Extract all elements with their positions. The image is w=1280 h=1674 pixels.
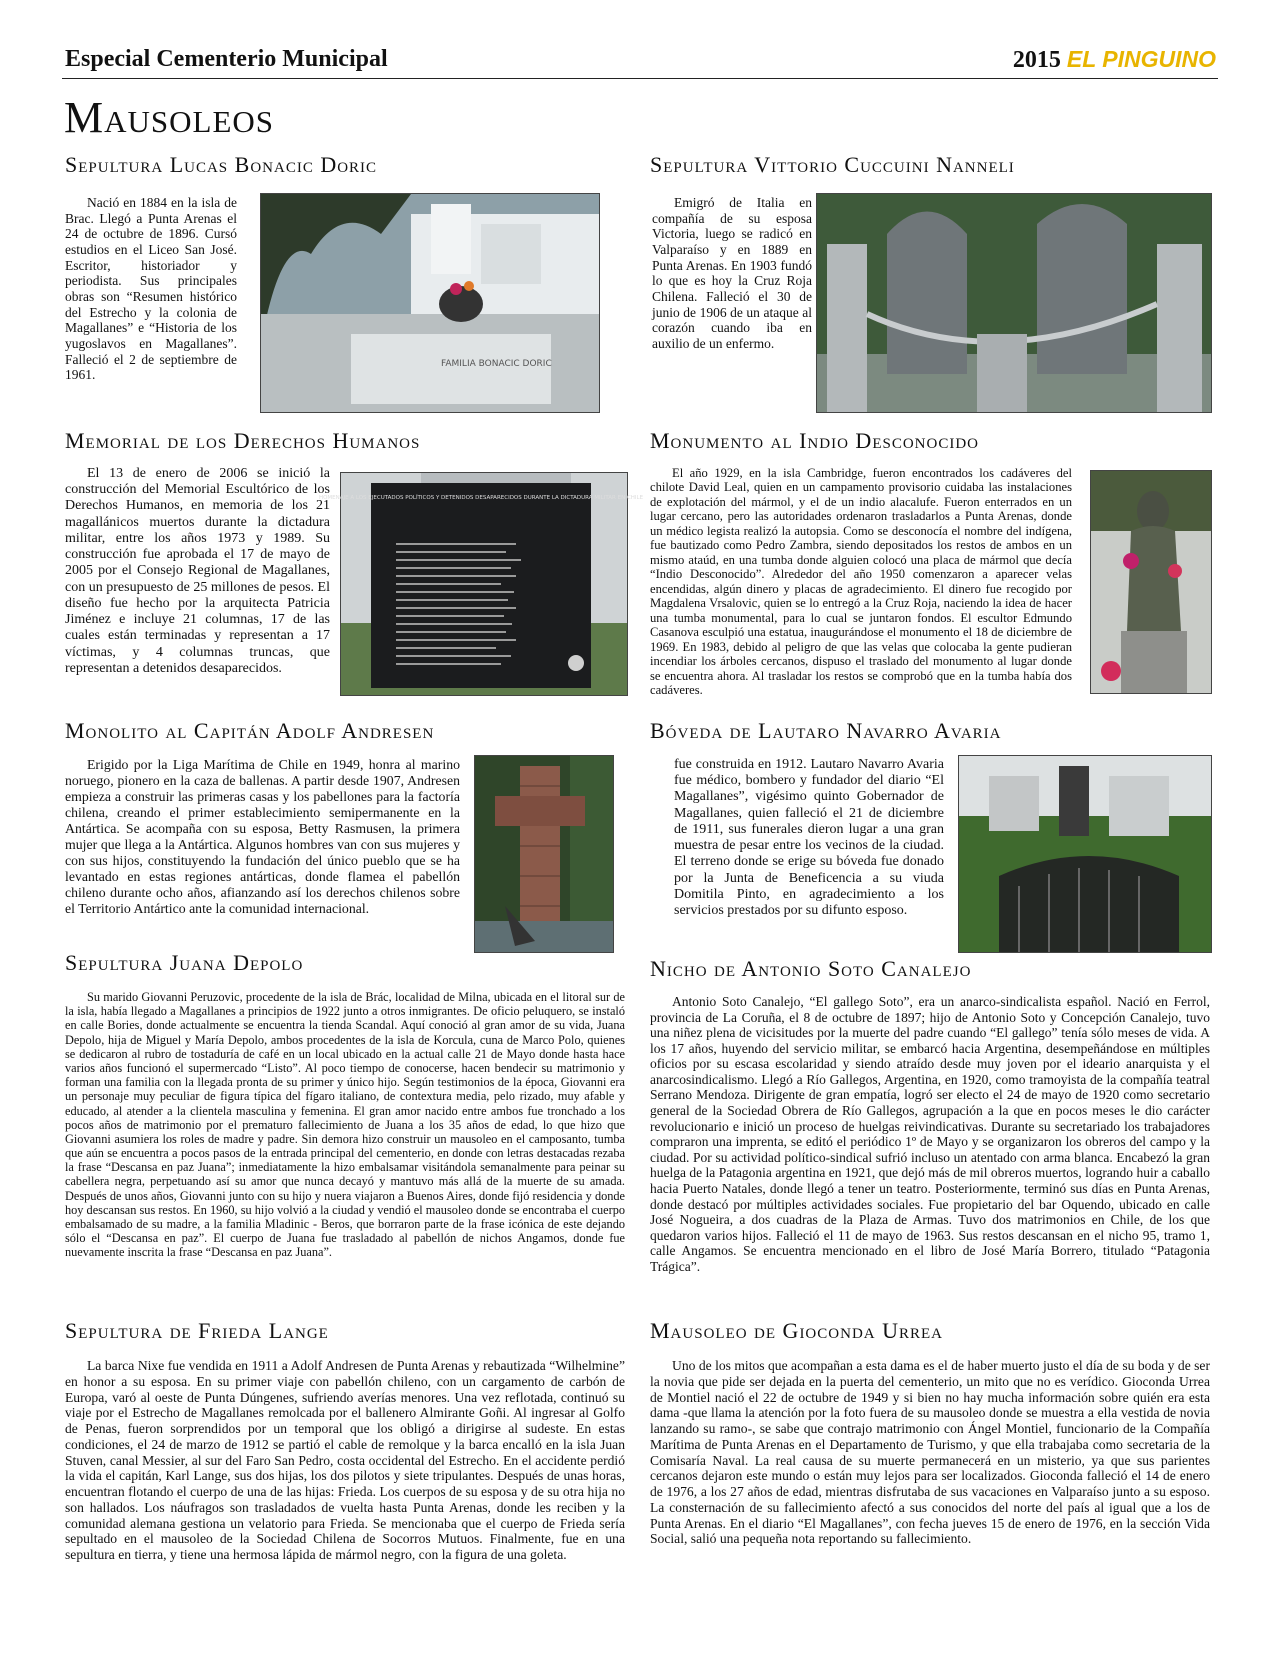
article-body-memorial: El 13 de enero de 2006 se inició la construcción del Memorial Escultórico de los Derechos Humanos, en memoria de los 21 magallánicos muertos durante la dictadura militar, entre los años 1973 y 1989. Su construcción fue aprobada el 17 de mayo de 2005 por el Consejo Regional de Magallanes, con un presupuesto de 25 millones de pesos. El diseño fue hecho por la arquitecta Patricia Jiménez e incluye 21 columnas, 17 de las cuales están terminadas y representan a 17 víctimas, y 4 columnas truncas, que representan a detenidos desaparecidos. — [65, 466, 330, 676]
article-title-depolo: Sepultura Juana Depolo — [65, 950, 304, 975]
article-body-navarro: fue construida en 1912. Lautaro Navarro Avaria fue médico, bombero y fundador del diario “El Magallanes”, vigésimo quinto Gobernador de Magallanes, quien falleció el 21 de diciembre de 1911, sus funerales dieron lugar a una gran muestra de pesar entre los vecinos de la ciudad. El terreno donde se erige su bóveda fue donado por la Junta de Beneficencia a su viuda Domitila Pinto, en agradecimiento a los servicios prestados por su difunto esposo. — [674, 757, 944, 919]
article-title-memorial: Memorial de los Derechos Humanos — [65, 428, 421, 453]
article-title-cuccuini: Sepultura Vittorio Cuccuini Nanneli — [650, 152, 1015, 177]
article-body-indio: El año 1929, en la isla Cambridge, fueron encontrados los cadáveres del chilote David Leal, quien en un campamento provisorio cuidaba las instalaciones de explotación del mármol, y el de un indio alacalufe. Fueron enterrados en un lugar cercano, pero las autoridades ordenaron trasladarlos a Punta Arenas, donde un médico legista realizó la autopsia. Como se desconocía el nombre del indígena, fue bautizado como Pedro Zambra, siendo depositados los restos de ambos en un mismo ataúd, en una tumba donde alguien colocó una placa de mármol que decía “Indio Desconocido”. Alrededor del año 1950 comenzaron a aparecer velas encendidas, algún dinero y placas de agradecimiento. El dinero fue recogido por Magdalena Vrsalovic, quien se lo entregó a la Cruz Roja, naciendo la idea de hacer una tumba monumental, para lo cual se juntaron fondos. El escultor Edmundo Casanova esculpió una estatua, inaugurándose el monumento el 18 de diciembre de 1969. En 1983, debido al peligro de que las velas que colocaba la gente pudieran incendiar los árboles cercanos, dispuso el traslado del monumento al lugar donde se encuentra ahora. Al trasladar los restos se comprobó que en la tumba había dos cadáveres. — [650, 466, 1072, 698]
article-title-soto: Nicho de Antonio Soto Canalejo — [650, 956, 972, 981]
article-title-bonacic: Sepultura Lucas Bonacic Doric — [65, 152, 378, 177]
article-body-andresen: Erigido por la Liga Marítima de Chile en 1949, honra al marino noruego, pionero en la caza de ballenas. A partir desde 1907, Andresen empieza a construir las primeras casas y los pabellones para la factoría chilena, creando el primer establecimiento semipermanente en la Antártica. Se acompaña con su esposa, Betty Rasmusen, la primera mujer que llega a la Antártica. Algunos hombres van con sus mujeres y con sus hijos, constituyendo la fundación del único pueblo que se ha levantado en estas regiones antárticas, donde flamea el pabellón chileno durante ocho años, afianzando así los derechos chilenos sobre el Territorio Antártico ante la comunidad internacional. — [65, 757, 460, 916]
article-body-depolo: Su marido Giovanni Peruzovic, procedente de la isla de Brác, localidad de Milna, ubicada en el litoral sur de la isla, había llegado a Magallanes a principios de 1922 junto a otros inmigrantes. De oficio peluquero, se instaló en calle Bories, donde actualmente se encuentra la tienda Scandal. Aquí conoció al gran amor de su vida, Juana Depolo, hija de Miguel y María Depolo, ambos procedentes de la isla de Korcula, cuna de Marco Polo, quienes se dedicaron al rubro de tostaduría de café en un local ubicado en la actual calle 21 de Mayo donde hasta hace varios años funcionó el supermercado “Listo”. Al poco tiempo de conocerse, hacen bendecir su matrimonio y forman una familia con la llegada pronta de su primer y único hijo. Según testimonios de la época, Giovanni era un personaje muy peculiar de figura típica del fígaro italiano, de contextura media, pelo rizado, muy afable y educado, al atender a la clientela masculina y femenina. El gran amor nacido entre ambos fue tronchado a los pocos años de matrimonio por el prematuro fallecimiento de Juana a los 35 años de edad, lo que hizo que Giovanni asumiera los roles de madre y padre. Sin demora hizo construir un mausoleo en el camposanto, tumba que aún se encuentra a pocos pasos de la entrada principal del cementerio, en donde con letras destacadas rezaba la frase “Descansa en paz Juana”; inmediatamente la hizo embalsamar visitándola semanalmente para peinar su cabellera negra, perpetuando así su amor que nunca decayó y mantuvo más allá de la muerte de su amada. Después de unos años, Giovanni junto con su hijo y nuera viajaron a Buenos Aires, donde fijó residencia y donde hoy descansan sus restos. En 1960, su hijo volvió a la ciudad y vendió el mausoleo donde se encontraba el cuerpo embalsamado de su madre, a la familia Mladinic - Beros, que borraron parte de la frase icónica de este dejando sólo el “Descansa en paz”. El cuerpo de Juana fue trasladado al pabellón de nichos Angamos, donde fue nuevamente inscrita la frase “Descansa en paz Juana”. — [65, 990, 625, 1260]
article-body-bonacic: Nació en 1884 en la isla de Brac. Llegó a Punta Arenas el 24 de octubre de 1896. Cursó estudios en el Liceo San José. Escritor, historiador y periodista. Sus principales obras son “Resumen histórico del Estrecho y la colonia de Magallanes” e “Historia de los yugoslavos en Magallanes”. Falleció el 2 de septiembre de 1961. — [65, 195, 237, 383]
article-title-andresen: Monolito al Capitán Adolf Andresen — [65, 718, 435, 743]
memorial-plaque-heading: HOMENAJE A LOS EJECUTADOS POLÍTICOS Y DETENIDOS DESAPARECIDOS DURANTE LA DICTADURA MILITAR EN CHILE — [318, 495, 644, 501]
plaque-bonacic: FAMILIA BONACIC DORIC — [441, 359, 552, 369]
article-title-indio: Monumento al Indio Desconocido — [650, 428, 979, 453]
photo-cuccuini-tomb — [816, 193, 1212, 413]
photo-andresen-monolith — [474, 755, 614, 953]
article-title-navarro: Bóveda de Lautaro Navarro Avaria — [650, 718, 1002, 743]
issue-year: 2015 — [1012, 47, 1061, 73]
article-body-soto: Antonio Soto Canalejo, “El gallego Soto”, era un anarco-sindicalista español. Nació en Ferrol, provincia de La Coruña, el 8 de octubre de 1897; hijo de Antonio Soto y Concepción Canalejo, tuvo una niñez plena de vicisitudes por la muerte del padre cuando “El gallego” tenía sólo meses de vida. A los 17 años, huyendo del servicio militar, se embarcó hacia Argentina, desempeñándose en múltiples oficios por su escasa escolaridad y siendo atraído desde muy joven por el ideario anarquista y el anarcosindicalismo. Llegó a Río Gallegos, Argentina, en 1920, como tramoyista de la compañía teatral Serrano Mendoza. Dirigente de gran empatía, logró ser electo el 24 de mayo de 1920 como secretario general de la Sociedad Obrera de Río Gallegos, agrupación a la que en pocos meses le dio carácter revolucionario e inició un proceso de huelgas reivindicativas. Durante su secretariado los trabajadores compraron una imprenta, se editó el periódico 1º de Mayo y se organizaron los obreros del campo y la ciudad. Por su actividad político-sindical sufrió incluso un atentado con arma blanca. Encabezó la gran huelga de la Patagonia argentina en 1921, que dejó más de mil obreros muertos, logrando huir a caballo hacia Puerto Natales, donde llegó a tener un teatro. Posteriormente, terminó sus días en Punta Arenas, donde destacó por múltiples actividades sociales. Fue propietario del bar Oquendo, ubicado en calle José Nogueira, a dos cuadras de la Plaza de Armas. Tuvo dos matrimonios en Chile, de los que quedaron varios hijos. Falleció el 11 de mayo de 1963. Sus restos descansan en el nicho 95, tramo 1, calle Angamos. Se encuentra mencionado en el libro de José María Borrero, titulado “Patagonia Trágica”. — [650, 994, 1210, 1274]
article-title-urrea: Mausoleo de Gioconda Urrea — [650, 1318, 943, 1343]
issue-header — [1013, 46, 1216, 74]
article-body-cuccuini: Emigró de Italia en compañía de su esposa Victoria, luego se radicó en Valparaíso y en 1889 en Punta Arenas. En 1903 fundó lo que es hoy la Cruz Roja Chilena. Falleció el 30 de junio de 1906 de un ataque al corazón cuando iba en auxilio de un enfermo. — [652, 195, 812, 351]
article-body-urrea: Uno de los mitos que acompañan a esta dama es el de haber muerto justo el día de su boda y de ser la novia que pide ser dejada en la puerta del cementerio, un mito que no es verídico. Gioconda Urrea de Montiel nació el 22 de octubre de 1949 y si bien no hay mucha información sobre quién era esta dama -que llama la atención por la foto fuera de su mausoleo donde se muestra a ella vestida de novia lanzando su ramo-, se sabe que contrajo matrimonio con Ángel Montiel, funcionario de la Compañía Marítima de Punta Arenas en el Departamento de Turismo, y que ella trabajaba como secretaria de la Comisaría Naval. La real causa de su muerte permanecerá en un misterio, ya que sus parientes cercanos dejaron este mundo o están muy lejos para ser localizados. Gioconda falleció el 14 de enero de 1976, a los 27 años de edad, mientras disfrutaba de sus vacaciones en Valparaíso junto a su esposo. La consternación de su fallecimiento afectó a sus conocidos del norte del país al igual que a los de Punta Arenas. En el diario “El Magallanes”, con fecha jueves 15 de enero de 1976, en la sección Vida Social, salió una pequeña nota reportando su fallecimiento. — [650, 1358, 1210, 1547]
photo-indio-statue — [1090, 470, 1212, 694]
article-body-lange: La barca Nixe fue vendida en 1911 a Adolf Andresen de Punta Arenas y rebautizada “Wilhelmine” en honor a su esposa. En su primer viaje con pabellón chileno, con un cargamento de carbón de Europa, varó al oeste de Punta Dúngenes, sufriendo averías menores. Una vez reflotada, continuó su viaje por el Estrecho de Magallanes remolcada por el ballenero Almirante Goñi. Al ingresar al Golfo de Penas, fueron sorprendidos por un temporal que los obligó a dirigirse al sudeste. En estas condiciones, el 24 de marzo de 1912 se partió el cable de remolque y la barca encalló en la isla Juan Stuven, canal Messier, al sur del Faro San Pedro, costa occidental del Estrecho. En el accidente perdió la vida el capitán, Karl Lange, sus dos hijas, los dos pilotos y siete tripulantes. Después de unas horas, encuentran flotando el cuerpo de una de las hijas: Frieda. Los cuerpos de su esposa y de su otra hija no son hallados. Los náufragos son trasladados de vuelta hasta Punta Arenas, donde les reciben y la comunidad alemana gestiona un velatorio para Frieda. Se mencionaba que el cuerpo de Frieda sería sepultado en el mausoleo de la Sociedad Chilena de Socorros Mutuos. Finalmente, fue en una sepultura en tierra, y tiene una hermosa lápida de mármol negro, con la figura de una goleta. — [65, 1358, 625, 1563]
page-title: Mausoleos — [64, 93, 275, 142]
photo-memorial — [318, 472, 644, 696]
photo-bonacic-tomb — [260, 193, 600, 413]
newspaper-logo: EL PINGUINO — [1066, 46, 1216, 72]
article-title-lange: Sepultura de Frieda Lange — [65, 1318, 329, 1343]
section-name: Especial Cementerio Municipal — [65, 46, 388, 72]
photo-navarro-vault — [958, 755, 1212, 953]
header-rule — [62, 78, 1218, 79]
